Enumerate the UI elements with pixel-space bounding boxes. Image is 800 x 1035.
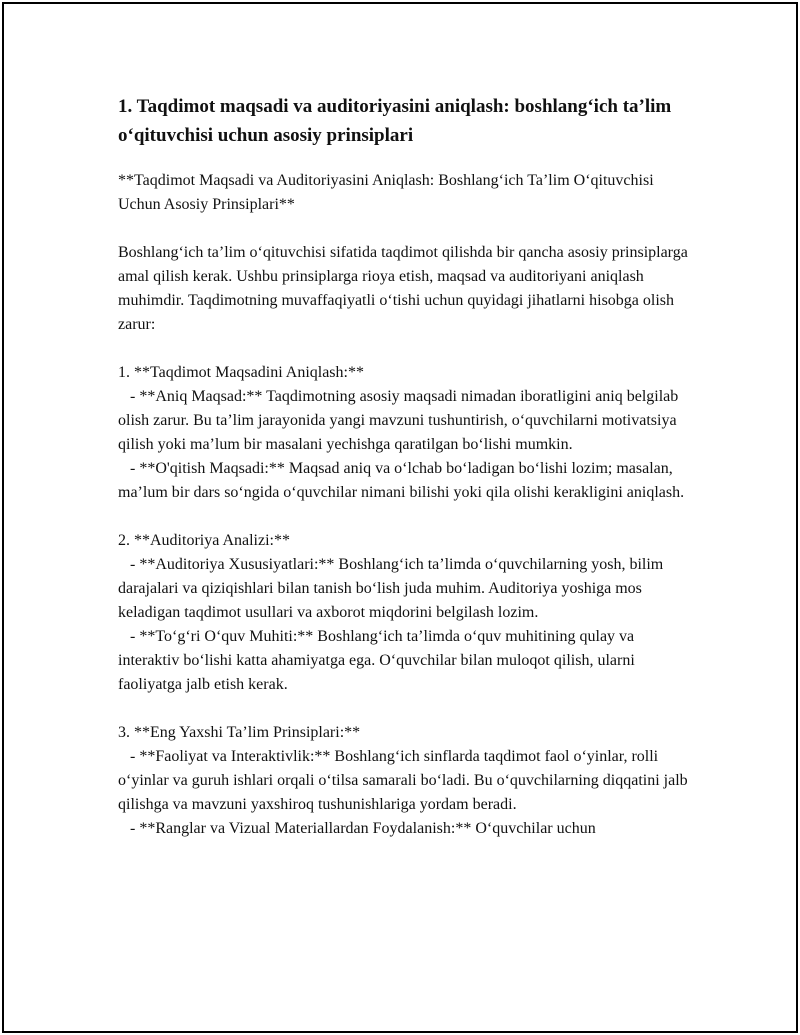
list-item: - **Faoliyat va Interaktivlik:** Boshlang‘ich sinflarda taqdimot faol o‘yinlar, rolli o‘yinlar va guruh ishlari orqali o‘tilsa samarali bo‘ladi. Bu o‘quvchilarning diqqatini jalb qilishga va mavzuni yaxshiroq tushunishlariga yordam beradi. [118,748,692,813]
section-audience [118,529,688,697]
document-subtitle: **Taqdimot Maqsadi va Auditoriyasini Aniqlash: Boshlang‘ich Ta’lim O‘qituvchisi Uchun Asosiy Prinsiplari** [118,172,658,213]
section-heading: 3. **Eng Yaxshi Ta’lim Prinsiplari:** [118,724,361,741]
list-item: - **O'qitish Maqsadi:** Maqsad aniq va o‘lchab bo‘ladigan bo‘lishi lozim; masalan, ma’lum bir dars so‘ngida o‘quvchilar nimani bilishi yoki qila olishi kerakligini aniqlash. [118,460,685,501]
list-item: - **Auditoriya Xususiyatlari:** Boshlang‘ich ta’limda o‘quvchilarning yosh, bilim darajalari va qiziqishlari bilan tanish bo‘lish juda muhim. Auditoriya yoshiga mos keladigan taqdimot usullari va axborot miqdorini belgilash lozim. [118,556,668,621]
list-item: - **Aniq Maqsad:** Taqdimotning asosiy maqsadi nimadan iboratligini aniq belgilab olish zarur. Bu ta’lim jarayonida yangi mavzuni tushuntirish, o‘quvchilarni motivatsiya qilish yoki ma’lum bir masalani yechishga qaratilgan bo‘lishi mumkin. [118,388,683,453]
section-principles [118,721,692,841]
list-item: - **Ranglar va Vizual Materiallardan Foydalanish:** O‘quvchilar uchun [118,820,596,837]
section-heading: 1. **Taqdimot Maqsadini Aniqlash:** [118,364,364,381]
document-title: 1. Taqdimot maqsadi va auditoriyasini aniqlash: boshlang‘ich ta’lim o‘qituvchisi uchun asosiy prinsiplari [118,96,672,146]
section-heading: 2. **Auditoriya Analizi:** [118,532,290,549]
section-purpose [118,361,688,505]
document-body [118,92,692,841]
list-item: - **To‘g‘ri O‘quv Muhiti:** Boshlang‘ich ta’limda o‘quv muhitining qulay va interaktiv bo‘lishi katta ahamiyatga ega. O‘quvchilar bilan muloqot qilish, ularni faoliyatga jalb etish kerak. [118,628,639,693]
intro-paragraph: Boshlang‘ich ta’lim o‘qituvchisi sifatida taqdimot qilishda bir qancha asosiy prinsiplarga amal qilish kerak. Ushbu prinsiplarga rioya etish, maqsad va auditoriyani aniqlash muhimdir. Taqdimotning muvaffaqiyatli o‘tishi uchun quyidagi jihatlarni hisobga olish zarur: [118,244,692,333]
